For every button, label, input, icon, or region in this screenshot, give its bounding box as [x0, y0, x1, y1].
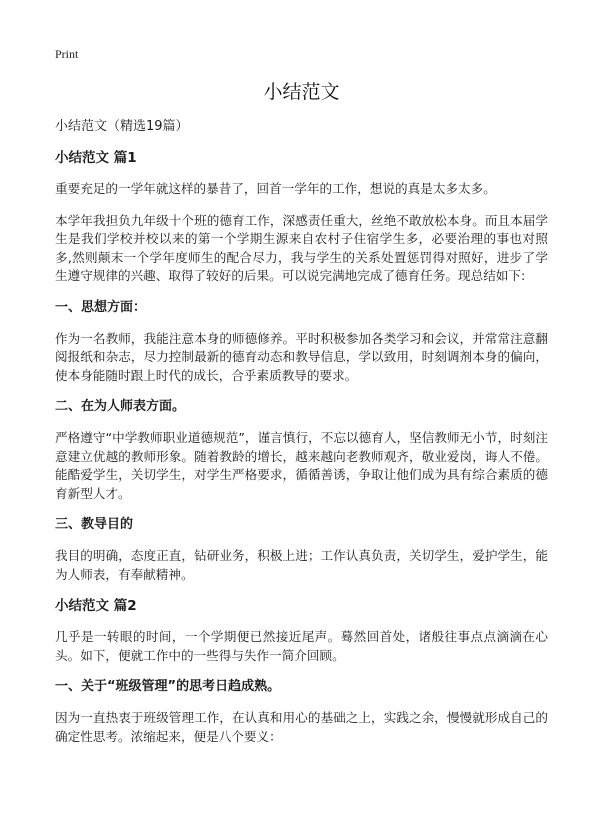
paragraph: 重要充足的一学年就这样的暴昔了，回首一学年的工作，想说的真是太多太多。	[55, 181, 496, 196]
document-body	[55, 149, 548, 746]
section-heading: 二、在为人师表方面。	[55, 399, 186, 414]
piece-heading: 小结范文 篇1	[55, 150, 137, 166]
paragraph: 几乎是一转眼的时间，一个学期便已然接近尾声。蓦然回首处，诸般往事点点滴滴在心头。如下，便就工作中的一些得与失作一简介回顾。	[55, 629, 548, 663]
document-subtitle: 小结范文（精选19篇）	[55, 119, 189, 134]
section-heading: 一、思想方面：	[55, 299, 147, 315]
paragraph: 我目的明确，态度正直，钻研业务，积极上进；工作认真负责，关切学生，爱护学生，能为人师表，有奉献精神。	[55, 548, 548, 582]
section-heading: 三、教导目的	[55, 517, 134, 532]
section-heading: 一、关于“班级管理”的思考日趋成熟。	[55, 679, 281, 694]
paragraph: 严格遵守“中学教师职业道德规范”，谨言慎行，不忘以德育人，坚信教师无小节，时刻注意建立优越的教师形象。随着教龄的增长，越来越向老教师观齐，敬业爱岗，诲人不倦。能酷爱学生，关切学生，对学生严格要求，循循善诱，争取让他们成为具有综合素质的德育新型人才。	[55, 430, 548, 501]
paragraph: 作为一名教师，我能注意本身的师德修养。平时积极参加各类学习和会议，并常常注意翻阅报纸和杂志，尽力控制最新的德育动态和教导信息，学以致用，时刻调剂本身的偏向，使本身能随时跟上时代的成长，合乎素质教导的要求。	[55, 330, 548, 383]
print-label[interactable]: Print	[55, 47, 79, 61]
document-title: 小结范文	[263, 81, 340, 103]
piece-heading: 小结范文 篇2	[55, 598, 137, 614]
paragraph: 因为一直热衷于班级管理工作，在认真和用心的基础之上，实践之余，慢慢就形成自己的确定性思考。浓缩起来，便是八个要义：	[55, 710, 548, 744]
paragraph: 本学年我担负九年级十个班的德育工作，深感责任重大，丝绝不敢放松本身。而且本届学生是我们学校并校以来的第一个学期生源来自农村子住宿学生多，必要治理的事也对照多,然则颠末一个学年度师生的配合尽力，我与学生的关系处置惩罚得对照好，进步了学生遵守规律的兴趣、取得了较好的后果。可以说完满地完成了德育任务。现总结如下:	[55, 212, 548, 283]
